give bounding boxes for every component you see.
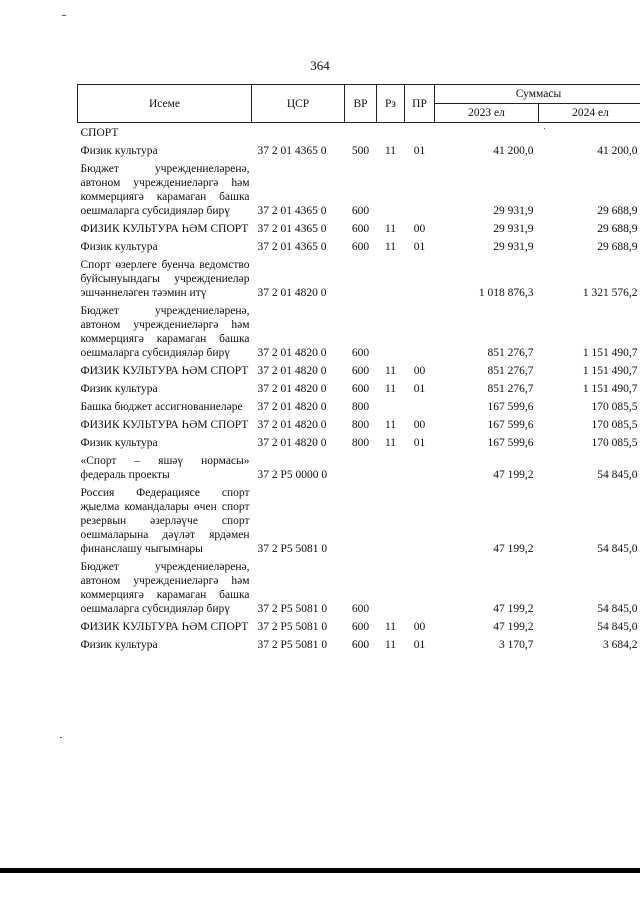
cell-pr: 00 (413, 223, 426, 235)
header-sums: Суммасы (435, 85, 640, 104)
cell-rz (377, 123, 405, 142)
cell-rz: 11 (384, 241, 397, 253)
cell-pr (405, 159, 435, 219)
cell-v2024: 1 151 490,7 (582, 347, 638, 359)
cell-v2023: 167 599,6 (487, 419, 534, 431)
cell-csr: 37 2 01 4820 0 (257, 419, 327, 431)
table-row (78, 301, 640, 361)
table-row (78, 433, 640, 451)
cell-csr: 37 2 01 4820 0 (257, 401, 327, 413)
table-row (78, 397, 640, 415)
cell-csr: 37 2 P5 5081 0 (257, 603, 328, 615)
header-name: Исеме (78, 85, 252, 123)
cell-pr (405, 557, 435, 617)
cell-v2024: 1 151 490,7 (582, 383, 638, 395)
cell-rz (377, 159, 405, 219)
cell-name: Физик культура (80, 437, 158, 449)
cell-v2024: 170 085,5 (591, 437, 638, 449)
cell-pr: 01 (413, 639, 426, 651)
table-row (78, 451, 640, 483)
cell-pr: 01 (413, 241, 426, 253)
cell-v2023: 47 199,2 (493, 603, 534, 615)
table-row (78, 255, 640, 301)
table-row (78, 219, 640, 237)
cell-name: ФИЗИК КУЛЬТУРА ҺӘМ СПОРТ (80, 223, 249, 235)
cell-pr: 00 (413, 365, 426, 377)
cell-vr: 500 (351, 145, 370, 157)
cell-pr: 00 (413, 419, 426, 431)
table-row (78, 617, 640, 635)
cell-name: Бюджет учреждениеләренә, автоном учреждениеләргә һәм коммерциягә карамаган башка оешмаларга субсидияләр бирү (80, 561, 250, 615)
cell-name: Россия Федерациясе спорт җыелма командалары өчен спорт резервын әзерләүче спорт оешмаларына дәүләт ярдәмен финанслашу чыгымнары (80, 487, 250, 555)
cell-pr (405, 301, 435, 361)
header-year-2024: 2024 ел (539, 104, 640, 123)
cell-csr: 37 2 P5 5081 0 (257, 639, 328, 651)
cell-v2024: 29 688,9 (597, 241, 638, 253)
cell-name: Физик культура (80, 639, 158, 651)
header-pr: ПР (405, 85, 435, 123)
cell-name: СПОРТ (80, 127, 119, 139)
table-row (78, 361, 640, 379)
cell-name: Спорт өзерлеге буенча ведомство буйсынуындагы учреждениеләр эшчәннеләген тәэмин итү (80, 259, 250, 299)
header-csr: ЦСР (252, 85, 345, 123)
cell-csr (252, 123, 345, 142)
cell-name: Бюджет учреждениеләренә, автоном учреждениеләргә һәм коммерциягә карамаган башка оешмаларга субсидияләр бирү (80, 163, 250, 217)
cell-rz: 11 (384, 365, 397, 377)
cell-csr: 37 2 01 4365 0 (257, 223, 327, 235)
cell-rz (377, 255, 405, 301)
cell-v2024: 29 688,9 (597, 205, 638, 217)
cell-name: ФИЗИК КУЛЬТУРА ҺӘМ СПОРТ (80, 365, 249, 377)
cell-vr: 600 (351, 365, 370, 377)
cell-pr (405, 123, 435, 142)
cell-v2023 (435, 123, 539, 142)
table-row (78, 237, 640, 255)
cell-pr (405, 483, 435, 557)
cell-vr: 600 (351, 621, 370, 633)
cell-vr: 600 (351, 205, 370, 217)
cell-csr: 37 2 P5 5081 0 (257, 543, 328, 555)
cell-csr: 37 2 P5 5081 0 (257, 621, 328, 633)
cell-csr: 37 2 01 4820 0 (257, 365, 327, 377)
table-row (78, 123, 640, 142)
cell-rz (377, 397, 405, 415)
cell-csr: 37 2 P5 0000 0 (257, 469, 328, 481)
cell-v2023: 1 018 876,3 (478, 287, 534, 299)
table-row (78, 141, 640, 159)
cell-v2024 (539, 123, 640, 142)
table-row (78, 415, 640, 433)
table-row (78, 557, 640, 617)
cell-pr (405, 451, 435, 483)
cell-v2024: 54 845,0 (597, 603, 638, 615)
cell-vr: 600 (351, 639, 370, 651)
table-row (78, 483, 640, 557)
cell-vr: 800 (351, 419, 370, 431)
cell-v2023: 851 276,7 (487, 365, 534, 377)
cell-name: «Спорт – яшәү нормасы» федераль проекты (80, 455, 250, 481)
cell-v2024: 54 845,0 (597, 543, 638, 555)
cell-vr: 600 (351, 223, 370, 235)
cell-name: Бюджет учреждениеләренә, автоном учреждениеләргә һәм коммерциягә карамаган башка оешмаларга субсидияләр бирү (80, 305, 250, 359)
cell-vr (345, 483, 377, 557)
scan-speck (544, 128, 545, 129)
cell-vr: 800 (351, 437, 370, 449)
cell-pr (405, 397, 435, 415)
cell-vr: 800 (351, 401, 370, 413)
scan-speck (62, 15, 66, 16)
cell-rz: 11 (384, 223, 397, 235)
cell-name: Физик культура (80, 241, 158, 253)
cell-pr: 00 (413, 621, 426, 633)
cell-v2024: 54 845,0 (597, 621, 638, 633)
cell-v2024: 170 085,5 (591, 419, 638, 431)
cell-rz: 11 (384, 621, 397, 633)
cell-v2024: 1 151 490,7 (582, 365, 638, 377)
cell-v2024: 170 085,5 (591, 401, 638, 413)
cell-csr: 37 2 01 4820 0 (257, 347, 327, 359)
cell-vr (345, 255, 377, 301)
cell-v2024: 41 200,0 (597, 145, 638, 157)
cell-pr (405, 255, 435, 301)
cell-name: Физик культура (80, 145, 158, 157)
cell-vr (345, 451, 377, 483)
cell-rz: 11 (384, 437, 397, 449)
cell-v2023: 3 170,7 (499, 639, 534, 651)
cell-v2023: 851 276,7 (487, 383, 534, 395)
cell-v2023: 47 199,2 (493, 543, 534, 555)
cell-csr: 37 2 01 4365 0 (257, 241, 327, 253)
cell-name: ФИЗИК КУЛЬТУРА ҺӘМ СПОРТ (80, 621, 249, 633)
cell-vr: 600 (351, 603, 370, 615)
header-vr: ВР (345, 85, 377, 123)
cell-rz (377, 301, 405, 361)
header-year-2023: 2023 ел (435, 104, 539, 123)
cell-name: Физик культура (80, 383, 158, 395)
page-number: 364 (310, 58, 330, 73)
scan-speck (60, 737, 62, 738)
cell-v2024: 1 321 576,2 (582, 287, 638, 299)
cell-rz: 11 (384, 383, 397, 395)
cell-rz (377, 557, 405, 617)
cell-v2023: 29 931,9 (493, 241, 534, 253)
cell-name: Башка бюджет ассигнованиеләре (80, 401, 243, 413)
cell-v2023: 167 599,6 (487, 437, 534, 449)
cell-pr: 01 (413, 383, 426, 395)
cell-rz: 11 (384, 639, 397, 651)
cell-v2024: 54 845,0 (597, 469, 638, 481)
cell-vr: 600 (351, 383, 370, 395)
cell-v2023: 29 931,9 (493, 223, 534, 235)
cell-v2023: 29 931,9 (493, 205, 534, 217)
cell-vr: 600 (351, 241, 370, 253)
scan-edge-bar (0, 868, 640, 873)
cell-rz: 11 (384, 419, 397, 431)
cell-csr: 37 2 01 4820 0 (257, 287, 327, 299)
cell-pr: 01 (413, 145, 426, 157)
cell-v2023: 47 199,2 (493, 469, 534, 481)
cell-csr: 37 2 01 4820 0 (257, 383, 327, 395)
cell-v2024: 3 684,2 (603, 639, 638, 651)
cell-v2024: 29 688,9 (597, 223, 638, 235)
cell-v2023: 167 599,6 (487, 401, 534, 413)
cell-csr: 37 2 01 4365 0 (257, 205, 327, 217)
table-body (78, 123, 640, 654)
cell-v2023: 851 276,7 (487, 347, 534, 359)
table-row (78, 159, 640, 219)
cell-name: ФИЗИК КУЛЬТУРА ҺӘМ СПОРТ (80, 419, 249, 431)
cell-csr: 37 2 01 4365 0 (257, 145, 327, 157)
cell-rz (377, 451, 405, 483)
cell-v2023: 41 200,0 (493, 145, 534, 157)
header-rz: Рз (377, 85, 405, 123)
cell-vr: 600 (351, 347, 370, 359)
cell-rz: 11 (384, 145, 397, 157)
cell-rz (377, 483, 405, 557)
cell-pr: 01 (413, 437, 426, 449)
table-row (78, 635, 640, 653)
budget-table (77, 84, 640, 653)
cell-v2023: 47 199,2 (493, 621, 534, 633)
cell-csr: 37 2 01 4820 0 (257, 437, 327, 449)
cell-vr (345, 123, 377, 142)
table-row (78, 379, 640, 397)
